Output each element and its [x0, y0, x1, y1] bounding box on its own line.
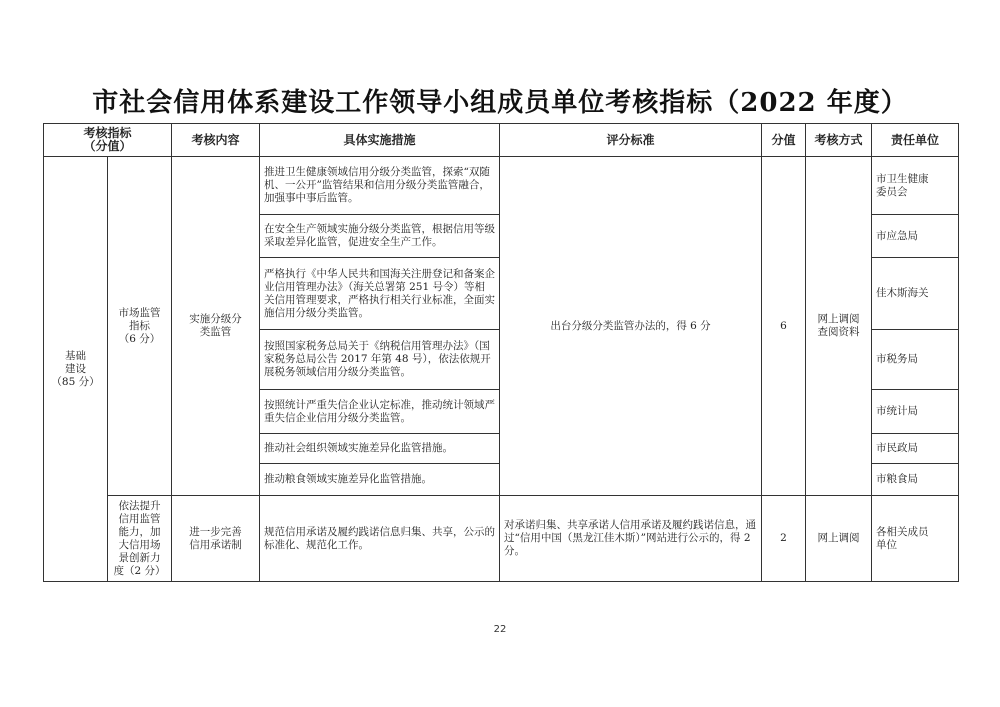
group2-score-cell: 2: [762, 496, 806, 582]
header-content: 考核内容: [172, 124, 260, 157]
measure-cell: 按照国家税务总局关于《纳税信用管理办法》（国家税务总局公告 2017 年第 48 号），依法依规开展税务领域信用分级分类监管。: [260, 330, 500, 390]
page-number: 22: [493, 624, 507, 635]
group2-indicator-cell: 依法提升 信用监管 能力，加 大信用场 景创新力 度（2 分）: [108, 496, 172, 582]
page-title: 市社会信用体系建设工作领导小组成员单位考核指标（2022 年度）: [92, 88, 908, 118]
group1-score-cell: 6: [762, 157, 806, 496]
group1-method-cell: 网上调阅 查阅资料: [806, 157, 872, 496]
header-unit: 责任单位: [872, 124, 959, 157]
group1-criteria-cell: 出台分级分类监管办法的，得 6 分: [500, 157, 762, 496]
measure-cell: 按照统计严重失信企业认定标准，推动统计领域严重失信企业信用分级分类监管。: [260, 390, 500, 434]
unit-cell: 市民政局: [872, 434, 959, 464]
header-method: 考核方式: [806, 124, 872, 157]
category-cell: 基础 建设 （85 分）: [44, 157, 108, 582]
table-header-row: [44, 124, 959, 157]
unit-cell: 市统计局: [872, 390, 959, 434]
header-score: 分值: [762, 124, 806, 157]
unit-cell: 市税务局: [872, 330, 959, 390]
unit-cell: 市应急局: [872, 215, 959, 258]
group1-content-cell: 实施分级分 类监管: [172, 157, 260, 496]
group2-unit-cell: 各相关成员 单位: [872, 496, 959, 582]
group2-content-cell: 进一步完善 信用承诺制: [172, 496, 260, 582]
unit-cell: 市粮食局: [872, 464, 959, 496]
group1-indicator-cell: 市场监管 指标 （6 分）: [108, 157, 172, 496]
unit-cell: 市卫生健康 委员会: [872, 157, 959, 215]
group2-criteria-cell: 对承诺归集、共享承诺人信用承诺及履约践诺信息，通过“信用中国（黑龙江佳木斯）”网站进行公示的，得 2 分。: [500, 496, 762, 582]
group2-method-cell: 网上调阅: [806, 496, 872, 582]
header-indicator: 考核指标 （分值）: [44, 124, 172, 157]
measure-cell: 在安全生产领域实施分级分类监管，根据信用等级采取差异化监管，促进安全生产工作。: [260, 215, 500, 258]
measure-cell: 严格执行《中华人民共和国海关注册登记和备案企业信用管理办法》（海关总署第 251 号令）等相关信用管理要求，严格执行相关行业标准，全面实施信用分级分类监管。: [260, 258, 500, 330]
table-row: [44, 496, 959, 582]
measure-cell: 推动粮食领域实施差异化监管措施。: [260, 464, 500, 496]
measure-cell: 推进卫生健康领域信用分级分类监管，探索“双随机、一公开”监管结果和信用分级分类监管融合，加强事中事后监管。: [260, 157, 500, 215]
header-measures: 具体实施措施: [260, 124, 500, 157]
group2-measure-cell: 规范信用承诺及履约践诺信息归集、共享，公示的标准化、规范化工作。: [260, 496, 500, 582]
header-criteria: 评分标准: [500, 124, 762, 157]
measure-cell: 推动社会组织领域实施差异化监管措施。: [260, 434, 500, 464]
unit-cell: 佳木斯海关: [872, 258, 959, 330]
assessment-table: [43, 123, 959, 582]
table-row: [44, 157, 959, 215]
